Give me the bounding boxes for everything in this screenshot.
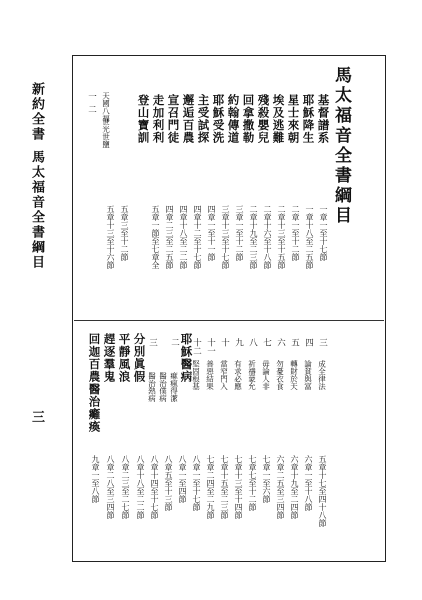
- item-numeral: 六: [275, 338, 286, 347]
- minor-heading: 世光世鹽: [101, 118, 111, 148]
- chapter-ref: 六章一至十八節: [304, 455, 313, 511]
- sub-item: 有求必應: [233, 360, 243, 390]
- chapter-ref: 八章二八至三四節: [106, 455, 115, 519]
- sub-item: 論貧與富: [303, 360, 313, 390]
- chapter-ref: 二章一至十二節: [291, 205, 300, 261]
- item-numeral: 七: [261, 338, 272, 347]
- minor-heading: 天國八福: [101, 92, 111, 122]
- topic: 主受試探: [196, 94, 211, 144]
- healing-item: 醫治熱病: [147, 372, 157, 402]
- item-numeral: 五: [289, 338, 300, 347]
- chapter-ref: 三章一至十二節: [235, 205, 244, 261]
- topic: 耶穌醫病: [179, 333, 194, 383]
- chapter-ref: 七章一至六節: [262, 455, 271, 503]
- topic: 分別眞假: [132, 333, 147, 383]
- chapter-ref: 八章一至四節: [178, 455, 187, 503]
- sub-item: 轉財於天: [289, 360, 299, 390]
- item-numeral: 三: [147, 338, 158, 347]
- topic: 宣召門徒: [166, 94, 181, 144]
- healing-item: 醫治僕病: [158, 372, 168, 402]
- topic: 約翰傳道: [226, 94, 241, 144]
- chapter-ref: 三章十三至十七節: [221, 205, 230, 269]
- sub-item: 善惡結果: [205, 360, 215, 390]
- chapter-ref: 五章十七至四十八節: [318, 455, 327, 527]
- series-title: 新約全書: [29, 82, 44, 142]
- sub-item: 祈禱蒙允: [247, 360, 257, 390]
- chapter-ref: 一章一至十七節: [319, 205, 328, 261]
- chapter-ref: 八章一至十七節: [192, 455, 201, 511]
- chapter-ref: 二章十九至二三節: [249, 205, 258, 269]
- topic: 殘殺嬰兒: [256, 94, 271, 144]
- topic: 邂逅百農: [181, 94, 196, 144]
- chapter-ref: 七章二四至二九節: [206, 455, 215, 519]
- item-numeral: 九: [233, 338, 244, 347]
- section-divider: [74, 320, 384, 321]
- topic: 埃及逃難: [271, 94, 286, 144]
- item-numeral: 八: [247, 338, 258, 347]
- item-numeral: 十: [219, 338, 230, 347]
- topic: 登山寶訓: [136, 94, 151, 144]
- topic: 走加利利: [151, 94, 166, 144]
- chapter-ref: 二章十六至十八節: [263, 205, 272, 269]
- major-numeral: 一: [86, 92, 97, 101]
- chapter-ref: 八章十四至十七節: [150, 455, 159, 519]
- topic: 平靜風浪: [117, 333, 132, 383]
- sub-item: 勿憂衣食: [275, 360, 285, 390]
- item-numeral: 二: [169, 338, 180, 347]
- major-numeral: 二: [86, 105, 97, 114]
- sub-item: 當窄門入: [219, 360, 229, 390]
- item-numeral: 十二: [191, 338, 202, 355]
- topic: 星士來朝: [286, 94, 301, 144]
- sub-item: 成全律法: [317, 360, 327, 390]
- chapter-ref: 五章三至十二節: [120, 205, 129, 261]
- item-numeral: 三: [317, 338, 328, 347]
- chapter-ref: 四章一至十一節: [207, 205, 216, 261]
- chapter-ref: 七章七至十二節: [248, 455, 257, 511]
- sub-item: 堅固根基: [191, 360, 201, 390]
- chapter-ref: 五章一節至七章全: [151, 205, 160, 269]
- chapter-ref: 七章十五至二三節: [220, 455, 229, 519]
- chapter-ref: 八章十八至二二節: [136, 455, 145, 519]
- chapter-ref: 四章二三至二五節: [165, 205, 174, 269]
- page-number: 三: [29, 410, 44, 425]
- topic: 耶穌受洗: [211, 94, 226, 144]
- chapter-ref: 四章十二至十七節: [193, 205, 202, 269]
- chapter-ref: 一章十八至二五節: [305, 205, 314, 269]
- page-title: 馬太福音全書綱目: [331, 66, 351, 226]
- chapter-ref: 八章二三至二七節: [121, 455, 130, 519]
- chapter-ref: 六章二五至三四節: [276, 455, 285, 519]
- chapter-ref: 七章十三至十四節: [234, 455, 243, 519]
- item-numeral: 四: [303, 338, 314, 347]
- chapter-ref: 四章十八至二二節: [179, 205, 188, 269]
- chapter-ref: 二章十三至十五節: [277, 205, 286, 269]
- item-numeral: 十一: [205, 338, 216, 355]
- topic: 回迦百農醫治癱瘓: [87, 333, 102, 433]
- sub-item: 毋論人非: [261, 360, 271, 390]
- chapter-ref: 九章一至八節: [91, 455, 100, 503]
- book-heading-margin: 馬太福音全書綱目: [29, 150, 44, 270]
- chapter-ref: 八章五至十三節: [164, 455, 173, 511]
- topic: 趕逐羣鬼: [102, 333, 117, 383]
- topic: 耶穌降生: [301, 94, 316, 144]
- chapter-ref: 五章十三至十六節: [106, 205, 115, 269]
- topic: 回拿撒勒: [241, 94, 256, 144]
- healing-item: 痲瘋得潔: [169, 372, 179, 402]
- topic: 基督譜系: [316, 94, 331, 144]
- chapter-ref: 六章十九至二四節: [290, 455, 299, 519]
